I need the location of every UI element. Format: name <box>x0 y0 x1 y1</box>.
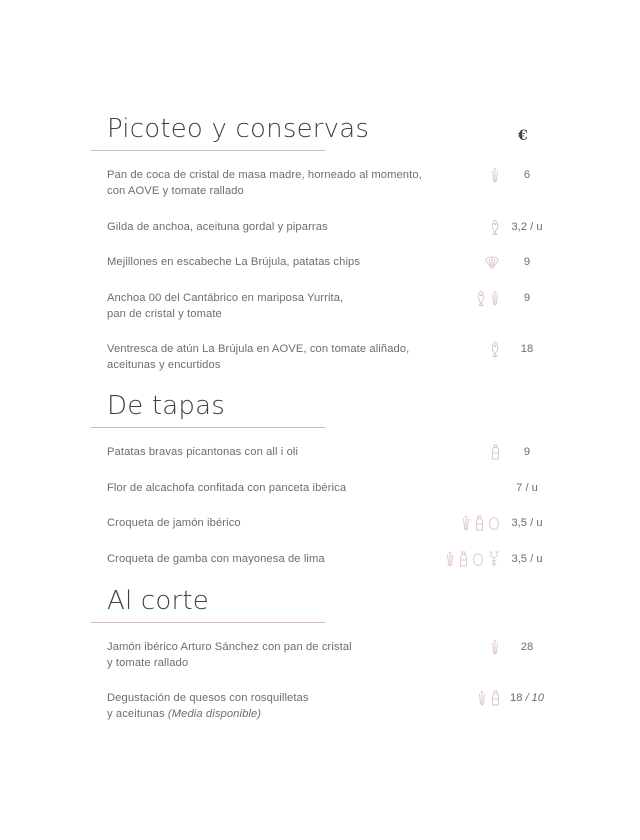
milk-icon <box>459 551 468 567</box>
section-divider <box>91 622 325 623</box>
milk-icon <box>475 515 484 531</box>
menu-item-description <box>107 551 447 567</box>
description-line: Croqueta de gamba con mayonesa de lima <box>107 553 325 565</box>
price-value: 3,5 / u <box>511 517 543 529</box>
menu-item-description <box>107 639 447 671</box>
menu-item-description <box>107 444 447 460</box>
menu-item-price <box>497 254 557 270</box>
section-title: Picoteo y conservas <box>107 114 370 144</box>
half-portion-price: 10 <box>531 692 544 704</box>
section-divider <box>91 427 325 428</box>
allergen-icons <box>445 551 500 567</box>
section-title: De tapas <box>107 391 225 421</box>
menu-item-description <box>107 690 447 722</box>
menu-item-description <box>107 167 447 199</box>
description-line: Degustación de quesos con rosquilletas <box>107 692 309 704</box>
description-line-wrap <box>107 706 447 722</box>
menu-item-description <box>107 515 447 531</box>
price-value: 18 <box>520 343 534 355</box>
description-line: Ventresca de atún La Brújula en AOVE, con tomate aliñado, <box>107 343 410 355</box>
gluten-icon <box>461 515 471 531</box>
currency-header: € <box>518 128 528 144</box>
description-line: Croqueta de jamón ibérico <box>107 517 241 529</box>
price-value: 7 / u <box>516 482 538 494</box>
description-line: y aceitunas <box>107 708 165 720</box>
price-value: 3,2 / u <box>511 221 543 233</box>
menu-item-price <box>497 480 557 496</box>
description-line: Jamón ibérico Arturo Sánchez con pan de cristal <box>107 641 352 653</box>
menu-item-price <box>497 219 557 235</box>
menu-item-price <box>497 551 557 567</box>
egg-icon <box>472 551 484 567</box>
menu-item-description <box>107 341 447 373</box>
menu-item-price <box>497 690 557 706</box>
menu-item-description <box>107 290 447 322</box>
price-separator: / <box>525 692 529 704</box>
price-value: 28 <box>520 641 534 653</box>
menu-item-price <box>497 341 557 357</box>
menu-item-price <box>497 290 557 306</box>
menu-item-description <box>107 254 447 270</box>
allergen-icons <box>461 515 500 531</box>
description-line: Anchoa 00 del Cantábrico en mariposa Yurrita, <box>107 292 344 304</box>
description-line: y tomate rallado <box>107 657 189 669</box>
menu-item-description <box>107 480 447 496</box>
section-title: Al corte <box>107 586 209 616</box>
price-value: 6 <box>523 169 531 181</box>
price-value: 9 <box>523 446 531 458</box>
menu-item-description <box>107 219 447 235</box>
description-line: con AOVE y tomate rallado <box>107 185 244 197</box>
description-line: Gilda de anchoa, aceituna gordal y piparras <box>107 221 328 233</box>
description-line: Mejillones en escabeche La Brújula, patatas chips <box>107 256 361 268</box>
gluten-icon <box>445 551 455 567</box>
description-line: Pan de coca de cristal de masa madre, horneado al momento, <box>107 169 422 181</box>
menu-item-price <box>497 515 557 531</box>
menu-item-price <box>497 444 557 460</box>
description-line: Flor de alcachofa confitada con panceta ibérica <box>107 482 347 494</box>
price-value: 18 <box>509 692 523 704</box>
price-value: 9 <box>523 256 531 268</box>
fish-icon <box>476 290 486 306</box>
description-line: pan de cristal y tomate <box>107 308 222 320</box>
gluten-icon <box>477 690 487 706</box>
menu-item-note: (Media disponible) <box>167 708 262 720</box>
menu-item-price <box>497 167 557 183</box>
description-line: Patatas bravas picantonas con all i oli <box>107 446 299 458</box>
section-divider <box>91 150 325 151</box>
price-value: 9 <box>523 292 531 304</box>
menu-item-price <box>497 639 557 655</box>
description-line: aceitunas y encurtidos <box>107 359 221 371</box>
price-value: 3,5 / u <box>511 553 543 565</box>
